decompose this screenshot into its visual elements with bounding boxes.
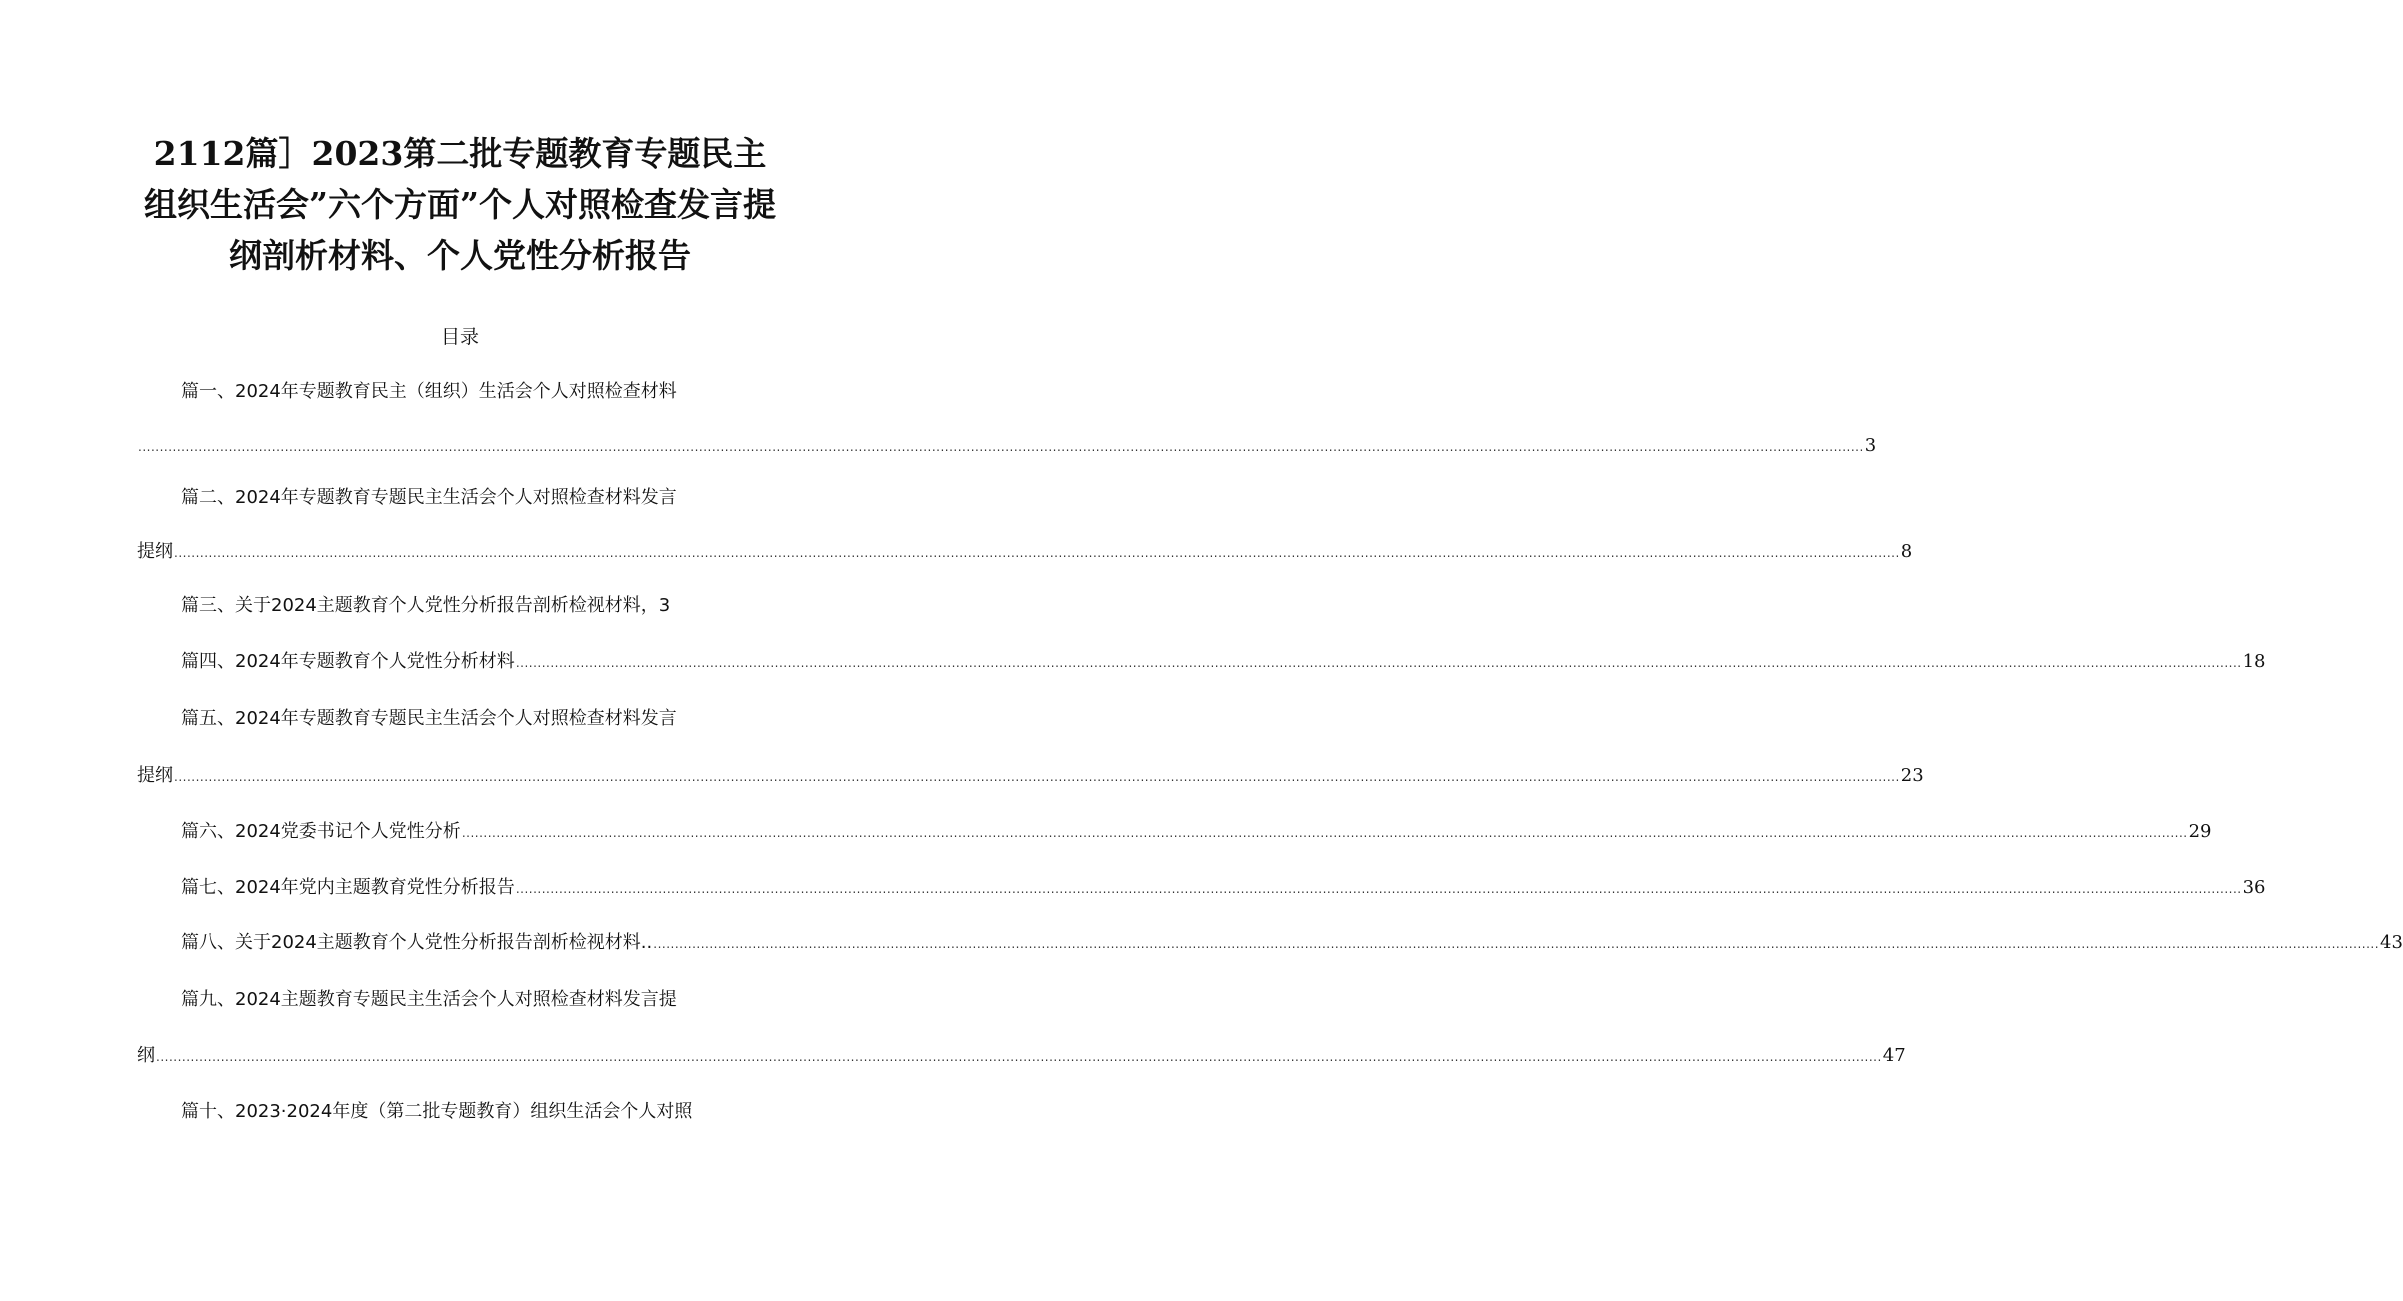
toc-page-number: 47 bbox=[1882, 1045, 1906, 1066]
toc-page-number: 29 bbox=[2188, 821, 2212, 842]
toc-entry bbox=[137, 762, 1924, 790]
toc-dot-leader: ................................................................................................................................................................................................................................................................................................................................................................................................................ bbox=[653, 937, 2380, 951]
toc-entry-title: 纲 bbox=[137, 1045, 155, 1066]
toc-dot-leader: ................................................................................................................................................................................................................................................................................................................................................................................................................ bbox=[515, 882, 2242, 896]
toc-dot-leader: ................................................................................................................................................................................................................................................................................................................................................................................................................ bbox=[156, 1050, 1882, 1064]
toc-page-number: 23 bbox=[1900, 765, 1924, 786]
toc-entry-title: 篇八、关于2024主题教育个人党性分析报告剖析检视材料.. bbox=[181, 932, 653, 953]
toc-entry bbox=[137, 432, 1877, 460]
toc-entry bbox=[181, 484, 732, 512]
toc-entry-title: 篇四、2024年专题教育个人党性分析材料 bbox=[181, 651, 515, 672]
toc-entry bbox=[137, 1042, 1906, 1070]
toc-entry bbox=[181, 705, 732, 733]
toc-entry-title: 提纲 bbox=[137, 765, 173, 786]
toc-entry bbox=[181, 592, 732, 620]
toc-entry bbox=[181, 929, 2403, 957]
toc-entry-title: 篇二、2024年专题教育专题民主生活会个人对照检查材料发言 bbox=[181, 487, 677, 508]
toc-page-number: 3 bbox=[1864, 435, 1877, 456]
toc-heading: 目录 bbox=[440, 326, 479, 348]
toc-entry bbox=[181, 378, 732, 406]
toc-entry bbox=[181, 874, 2266, 902]
toc-entry-title: 篇一、2024年专题教育民主（组织）生活会个人对照检查材料 bbox=[181, 381, 677, 402]
toc-entry bbox=[181, 986, 732, 1014]
toc-dot-leader: ................................................................................................................................................................................................................................................................................................................................................................................................................ bbox=[174, 770, 1900, 784]
toc-entry-title: 篇三、关于2024主题教育个人党性分析报告剖析检视材料，3 bbox=[181, 595, 671, 616]
toc-dot-leader: ................................................................................................................................................................................................................................................................................................................................................................................................................ bbox=[138, 440, 1864, 454]
toc-entry bbox=[137, 538, 1913, 566]
toc-entry-title: 篇十、2023·2024年度（第二批专题教育）组织生活会个人对照 bbox=[181, 1101, 693, 1122]
toc-entry bbox=[181, 648, 2266, 676]
document-title: 2112篇］2023第二批专题教育专题民主组织生活会”六个方面”个人对照检查发言提纲剖析材料、个人党性分析报告 bbox=[144, 134, 776, 275]
toc-page-number: 36 bbox=[2242, 877, 2266, 898]
toc-entry-title: 篇九、2024主题教育专题民主生活会个人对照检查材料发言提 bbox=[181, 989, 677, 1010]
toc-page-number: 43 bbox=[2380, 932, 2403, 953]
toc-entry-title: 篇七、2024年党内主题教育党性分析报告 bbox=[181, 877, 515, 898]
toc-page-number: 18 bbox=[2242, 651, 2266, 672]
toc-entry-title: 提纲 bbox=[137, 541, 173, 562]
toc-entry-title: 篇五、2024年专题教育专题民主生活会个人对照检查材料发言 bbox=[181, 708, 677, 729]
toc-page-number: 8 bbox=[1900, 541, 1913, 562]
toc-entry-title: 篇六、2024党委书记个人党性分析 bbox=[181, 821, 461, 842]
toc-dot-leader: ................................................................................................................................................................................................................................................................................................................................................................................................................ bbox=[515, 656, 2242, 670]
toc-dot-leader: ................................................................................................................................................................................................................................................................................................................................................................................................................ bbox=[461, 826, 2188, 840]
toc-dot-leader: ................................................................................................................................................................................................................................................................................................................................................................................................................ bbox=[174, 546, 1900, 560]
toc-entry bbox=[181, 818, 2212, 846]
toc-entry bbox=[181, 1098, 740, 1126]
